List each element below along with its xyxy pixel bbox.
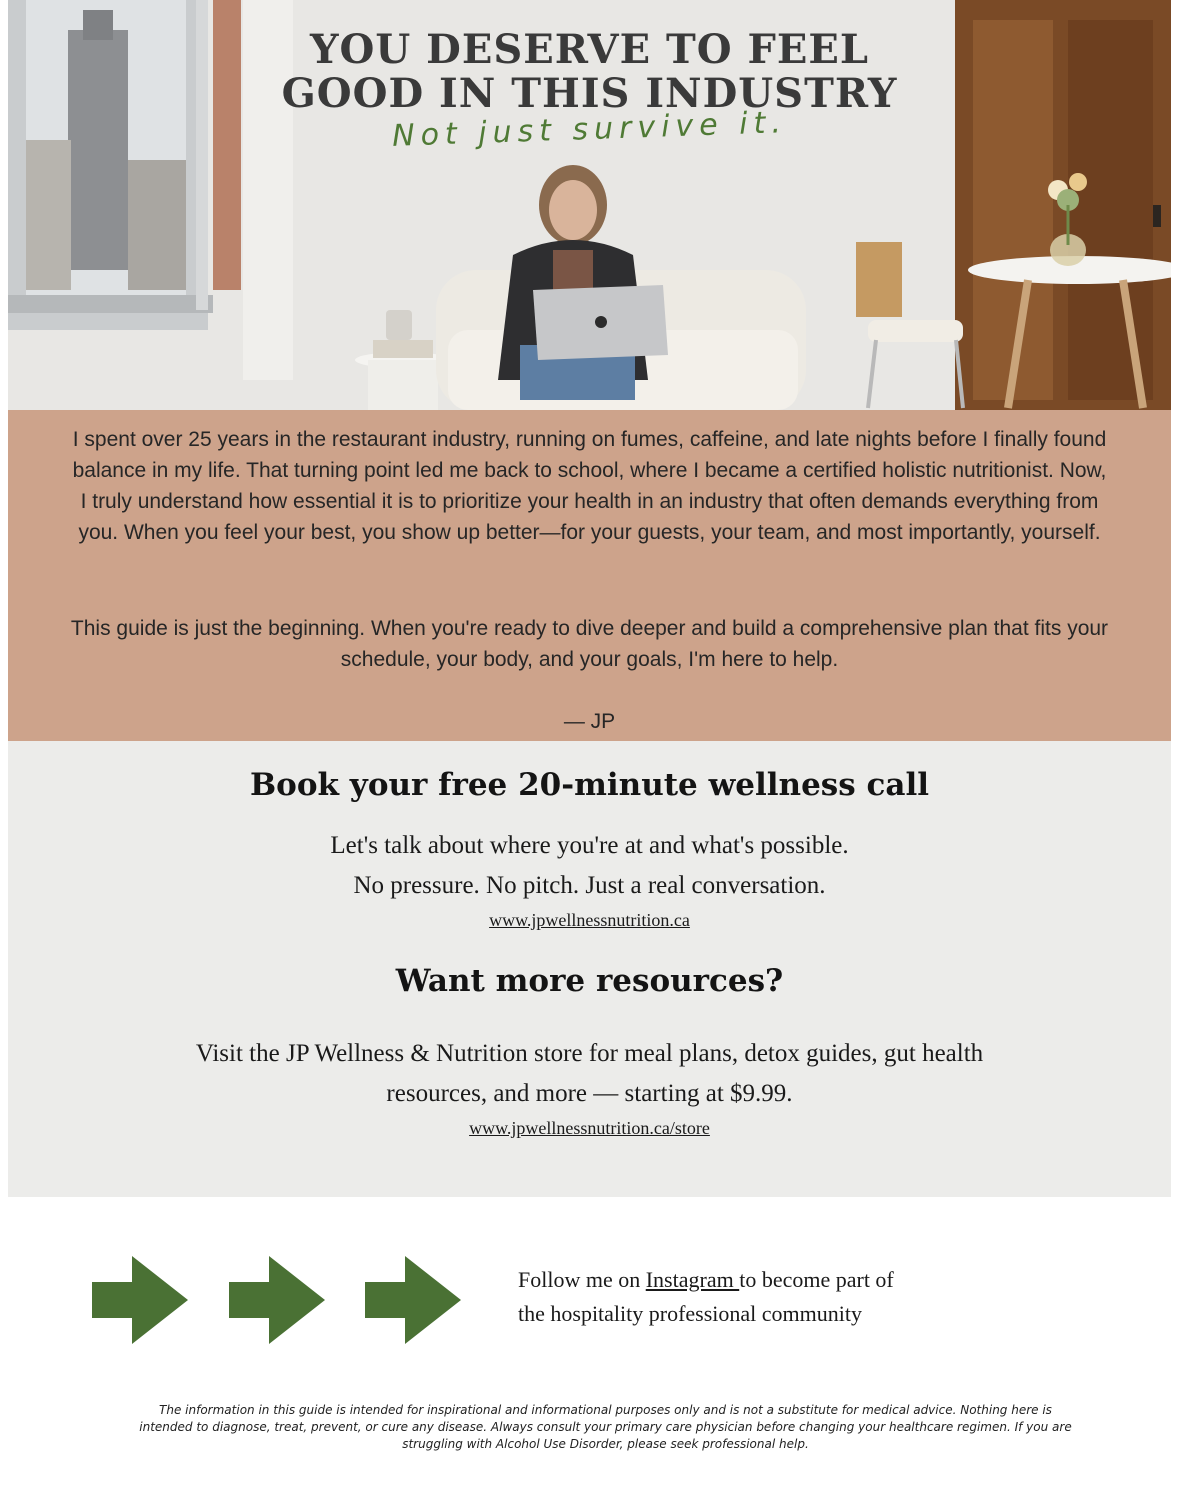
disclaimer: The information in this guide is intended for inspirational and informational purposes only and is not a substitute for medical advice. Nothing here is intended to diagnose, treat, prevent, or cure any disease. Always consult your primary care physician before changing your healthcare regimen. If you are struggling with Alcohol Use Disorder, please seek professional help. — [139, 1403, 1072, 1451]
hero-title-line1: YOU DESERVE TO FEEL — [309, 26, 870, 73]
intro-section — [8, 410, 1171, 741]
cta-section — [8, 741, 1171, 1197]
follow-text — [518, 1263, 978, 1331]
hero-section — [8, 0, 1171, 410]
intro-paragraph-1: I spent over 25 years in the restaurant industry, running on fumes, caffeine, and late nights before I finally found balance in my life. That turning point led me back to school, where I became a certified holistic nutritionist. Now, I truly understand how essential it is to prioritize your health in an industry that often demands everything from you. When you feel your best, you show up better—for your guests, your team, and most importantly, yourself. — [72, 428, 1107, 544]
store-link-wrap — [8, 1118, 1171, 1139]
intro-signature: — JP — [563, 710, 616, 733]
hero-script-tagline: Not just survive it. — [391, 105, 788, 154]
arrow-right-icon — [92, 1256, 188, 1344]
booking-line-2: No pressure. No pitch. Just a real conversation. — [353, 872, 826, 899]
booking-link-wrap — [8, 910, 1171, 931]
follow-prefix: Follow me on — [518, 1267, 646, 1292]
resources-heading: Want more resources? — [395, 963, 784, 999]
follow-line-2: the hospitality professional community — [518, 1301, 863, 1326]
follow-section — [8, 1197, 1171, 1501]
booking-heading: Book your free 20-minute wellness call — [249, 767, 930, 803]
resources-line-1: Visit the JP Wellness & Nutrition store for meal plans, detox guides, gut health — [195, 1040, 984, 1067]
arrow-right-icon — [365, 1256, 461, 1344]
arrow-right-icon — [229, 1256, 325, 1344]
guide-page — [8, 0, 1171, 1501]
store-link[interactable]: www.jpwellnessnutrition.ca/store — [469, 1118, 710, 1138]
booking-line-1: Let's talk about where you're at and what's possible. — [330, 832, 849, 859]
instagram-link[interactable]: Instagram — [645, 1267, 740, 1292]
booking-link[interactable]: www.jpwellnessnutrition.ca — [489, 910, 690, 930]
follow-suffix: to become part of — [739, 1267, 894, 1292]
resources-line-2: resources, and more — starting at $9.99. — [386, 1080, 793, 1107]
intro-paragraph-2: This guide is just the beginning. When you're ready to dive deeper and build a comprehensive plan that fits your schedule, your body, and your goals, I'm here to help. — [70, 617, 1109, 671]
hero-title-line2: GOOD IN THIS INDUSTRY — [281, 70, 898, 117]
